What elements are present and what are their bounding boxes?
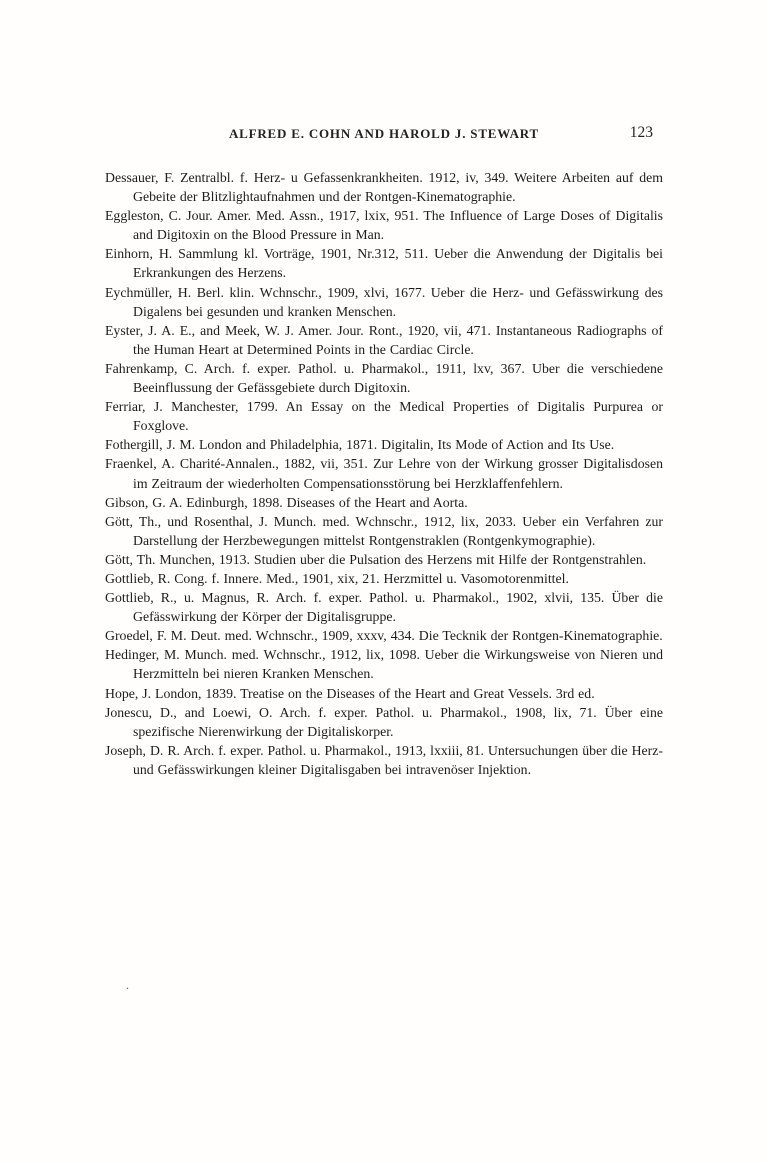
scan-artifact-dot: .	[126, 978, 129, 992]
reference-list	[105, 168, 663, 779]
reference-entry: Ferriar, J. Manchester, 1799. An Essay on the Medical Properties of Digitalis Purpurea or Foxglove.	[105, 399, 663, 434]
reference-entry: Gött, Th., und Rosenthal, J. Munch. med. Wchnschr., 1912, lix, 2033. Ueber ein Verfahren zur Darstellung der Herzbewegungen mittelst Rontgenstraklen (Rontgenkymographie).	[105, 513, 663, 548]
page-number: 123	[629, 124, 653, 141]
reference-entry: Hedinger, M. Munch. med. Wchnschr., 1912, lix, 1098. Ueber die Wirkungsweise von Nieren und Herzmitteln bei nieren Kranken Menschen.	[105, 647, 663, 682]
reference-entry: Gottlieb, R., u. Magnus, R. Arch. f. exper. Pathol. u. Pharmakol., 1902, xlvii, 135. Über die Gefässwirkung der Körper der Digitalisgruppe.	[105, 590, 663, 625]
running-title: ALFRED E. COHN AND HAROLD J. STEWART	[228, 126, 540, 141]
reference-entry: Gött, Th. Munchen, 1913. Studien uber die Pulsation des Herzens mit Hilfe der Rontgenstrahlen.	[105, 551, 647, 567]
reference-entry: Fraenkel, A. Charité-Annalen., 1882, vii, 351. Zur Lehre von der Wirkung grosser Digitalisdosen im Zeitraum der wiederholten Compensationsstörung bei Herzklaffenfehlern.	[105, 456, 663, 491]
reference-entry: Joseph, D. R. Arch. f. exper. Pathol. u. Pharmakol., 1913, lxxiii, 81. Untersuchungen über die Herz- und Gefässwirkungen kleiner Digitalisgaben bei intravenöser Injektion.	[105, 742, 663, 777]
reference-entry: Eggleston, C. Jour. Amer. Med. Assn., 1917, lxix, 951. The Influence of Large Doses of Digitalis and Digitoxin on the Blood Pressure in Man.	[105, 208, 663, 243]
reference-entry: Fahrenkamp, C. Arch. f. exper. Pathol. u. Pharmakol., 1911, lxv, 367. Uber die verschiedene Beeinflussung der Gefässgebiete durch Digitoxin.	[105, 360, 663, 396]
reference-entry: Eychmüller, H. Berl. klin. Wchnschr., 1909, xlvi, 1677. Ueber die Herz- und Gefässwirkung des Digalens bei gesunden und kranken Menschen.	[105, 284, 663, 319]
reference-entry: Gibson, G. A. Edinburgh, 1898. Diseases of the Heart and Aorta.	[105, 494, 468, 510]
reference-entry: Groedel, F. M. Deut. med. Wchnschr., 1909, xxxv, 434. Die Tecknik der Rontgen-Kinematographie.	[105, 628, 663, 644]
reference-entry: Einhorn, H. Sammlung kl. Vorträge, 1901, Nr.312, 511. Ueber die Anwendung der Digitalis bei Erkrankungen des Herzens.	[105, 246, 663, 281]
reference-entry: Gottlieb, R. Cong. f. Innere. Med., 1901, xix, 21. Herzmittel u. Vasomotorenmittel.	[105, 570, 569, 586]
reference-entry: Dessauer, F. Zentralbl. f. Herz- u Gefassenkrankheiten. 1912, iv, 349. Weitere Arbeiten auf dem Gebeite der Blitzlightaufnahmen und der Rontgen-Kinematographie.	[105, 170, 663, 205]
reference-entry: Fothergill, J. M. London and Philadelphia, 1871. Digitalin, Its Mode of Action and Its Use.	[105, 437, 615, 453]
page-header	[105, 126, 663, 146]
reference-entry: Eyster, J. A. E., and Meek, W. J. Amer. Jour. Ront., 1920, vii, 471. Instantaneous Radiographs of the Human Heart at Determined Points in the Cardiac Circle.	[105, 322, 663, 357]
reference-entry: Hope, J. London, 1839. Treatise on the Diseases of the Heart and Great Vessels. 3rd ed.	[105, 685, 595, 701]
reference-entry: Jonescu, D., and Loewi, O. Arch. f. exper. Pathol. u. Pharmakol., 1908, lix, 71. Über eine spezifische Nierenwirkung der Digitaliskorper.	[105, 704, 663, 739]
